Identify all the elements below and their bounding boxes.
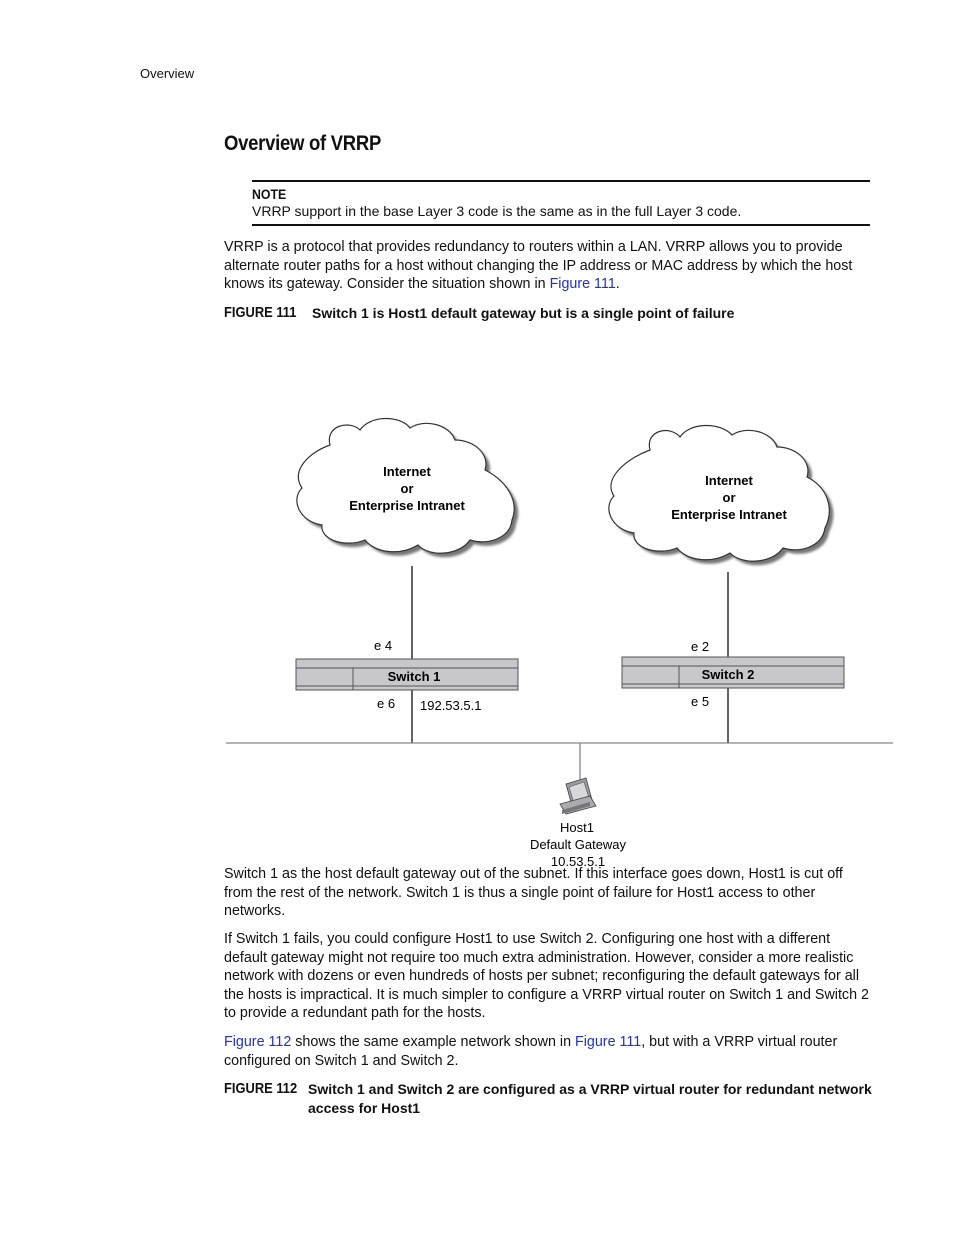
paragraph-failover: If Switch 1 fails, you could configure Host1 to use Switch 2. Configuring one host with a different default gateway might not require too much extra administration. However, consider a more realistic network with dozens or even hundreds of hosts per subnet; reconfiguring the default gateways for all the hosts is impractical. It is much simpler to configure a VRRP virtual router on Switch 1 and Switch 2 to provide a redundant path for the hosts. — [224, 931, 869, 1022]
switch-1 — [296, 659, 518, 690]
figure-111-label: FIGURE 111 — [224, 304, 297, 321]
switch1-port-top: e 4 — [374, 638, 393, 653]
running-header: Overview — [140, 66, 195, 81]
cloud2-line1: Internet — [705, 473, 753, 488]
figure-112-label: FIGURE 112 — [224, 1080, 298, 1097]
figure-112-link[interactable]: Figure 112 — [224, 1034, 292, 1050]
cloud2-line3: Enterprise Intranet — [671, 507, 787, 522]
host-gateway-ip: 10.53.5.1 — [550, 854, 606, 869]
paragraph-single-point: Switch 1 as the host default gateway out of the subnet. If this interface goes down, Host1 is cut off from the rest of the network. Switch 1 is thus a single point of failure for Host1 access to other networks. — [224, 866, 843, 920]
cloud2-line2: or — [722, 490, 736, 505]
note-label: NOTE — [252, 186, 287, 202]
switch1-ip: 192.53.5.1 — [420, 698, 482, 713]
figure-ref-end: , but with a VRRP virtual router configured on Switch 1 and Switch 2. — [224, 1034, 838, 1069]
section-title: Overview of VRRP — [224, 132, 382, 155]
switch1-port-bottom: e 6 — [377, 696, 396, 711]
cloud1-line2: or — [400, 481, 414, 496]
figure-ref-mid: shows the same example network shown in — [291, 1034, 575, 1050]
intro-text: VRRP is a protocol that provides redundancy to routers within a LAN. VRRP allows you to provide alternate router paths for a host without changing the IP address or MAC address by which the host knows its gateway. Consider the situation shown in — [224, 239, 853, 293]
note-text: VRRP support in the base Layer 3 code is the same as in the full Layer 3 code. — [252, 203, 742, 219]
figure-112-title: Switch 1 and Switch 2 are configured as a VRRP virtual router for redundant network access for Host1 — [308, 1081, 872, 1116]
figure-111-link[interactable]: Figure 111 — [549, 276, 616, 293]
cloud-internet-1 — [297, 418, 518, 557]
figure-111-title: Switch 1 is Host1 default gateway but is a single point of failure — [312, 305, 735, 321]
cloud1-line3: Enterprise Intranet — [349, 498, 465, 513]
switch1-label: Switch 1 — [387, 669, 441, 684]
cloud-internet-2 — [609, 425, 833, 565]
switch2-port-bottom: e 5 — [691, 694, 710, 709]
host-gateway-label: Default Gateway — [529, 837, 627, 852]
host-name: Host1 — [560, 820, 594, 835]
figure-111-link-2[interactable]: Figure 111 — [575, 1034, 642, 1050]
switch-2 — [622, 657, 844, 688]
intro-end: . — [615, 276, 620, 293]
host-computer-icon — [560, 778, 596, 814]
paragraph-figure-ref — [224, 1033, 874, 1070]
cloud1-line1: Internet — [383, 464, 431, 479]
switch2-port-top: e 2 — [691, 639, 710, 654]
switch2-label: Switch 2 — [701, 667, 755, 682]
